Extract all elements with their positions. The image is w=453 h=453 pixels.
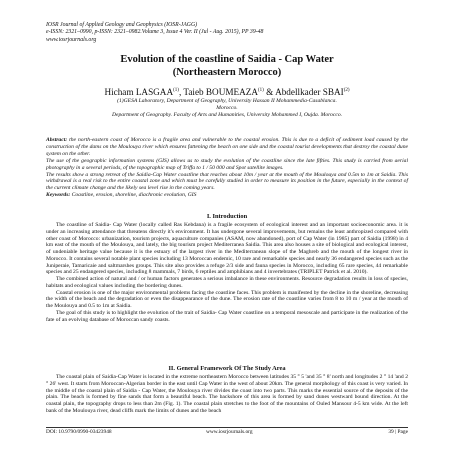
affiliations	[46, 98, 408, 119]
footer-site[interactable]: www.iosrjournals.org	[206, 429, 253, 435]
introduction-body	[46, 222, 408, 323]
intro-para-1: The coastline of Saidia- Cap Water (locally called Ras Kebdana) is a fragile ecosystem of ecological interest and an important socioeconomic area. it is under an increasing attendance that threatens directly it's environment. It has undergone several improvements, but remains the least anthropized compared with other coast of Morocco: urbanization, tourism projects, aquaculture companies (ASAM, now abandoned), port of Cap Water (in 1985) part of Saidia (1998) in 4 km east of the mouth of the Moulouya, and lately, the big tourism project Mediterranea Saidia. This area also houses a site of biological and ecological interest, of undeniable heritage value because it is the estuary of the largest river in the Mediterranean slope of the Maghreb and the mouth of the longest river in Morocco. It contains several notable plant species including 13 Moroccan endemic, 10 rare and remarkable species and nearly 36 endangered species such as the Juniperaie, Tamaricaie and saltmarshes groups. This site also provides a refuge 2/3 side and fauna species in Morocco, including 65 rare species, 44 remarkable species and 25 endangered species, including 8 mammals, 7 birds, 6 reptiles and amphibians and 4 invertebrates (TRIPLET Patrick et al. 2010).	[46, 222, 408, 276]
section-heading-framework: II. General Framework Of The Study Area	[168, 365, 286, 372]
author-2-mark: (1)	[258, 88, 264, 93]
author-3-mark: (2)	[343, 88, 350, 93]
keywords	[46, 192, 408, 199]
title-line-1: Evolution of the coastline of Saidia - Cap Water	[120, 54, 334, 65]
intro-para-4: The goal of this study is to highlight the evolution of the trait of Saidia- Cap Water coastline on a temporal mesoscale and participate in the realization of the fate of an evolving database of Moroccan sandy coasts.	[46, 309, 408, 323]
footer-page-number: 39 | Page	[388, 429, 408, 435]
journal-name: IOSR Journal of Applied Geology and Geophysics (IOSR-JAGG)	[46, 22, 198, 28]
abstract-text-1: the north-eastern coast of Morocco is a fragile area and vulnerable to the coastal erosion. This is due to a deficit of sediment load caused by the construction of the dams on the Moulouya river which ensures fattening the beach on one side and the coastal tourist developments that destroy the coastal dune system on the other.	[46, 137, 408, 157]
abstract-para-3: The results show a strong retreat of the Saidia-Cap Water coastline that reaches about 10m / year at the mouth of the Moulouya and 0.5m to 1m at Saidia. This withdrawal is a real risk to the entire coastal zone and which must be carefully studied in order to measure its position in the future, especially in the context of the current climate change and the likely sea level rise in the coming years.	[46, 171, 408, 192]
paper-title	[46, 54, 408, 79]
framework-para-1: The coastal plain of Saidia-Cap Water is located in the extreme northeastern Morocco between latitudes 35 ° 5 'and 35 ° 8' north and longitudes 2 ° 14 'and 2 ° 26' west. It starts from Moroccan-Algerian border in the east until Cap Water in the west of about 20km. The general morphology of this coast is very varied. In the middle of the coastal plain of Saidia - Cap Water, the Moulouya river divides the coast into two parts. This marks the essential source of the deposits of the plain. The beach is formed by fine sands that form a beautiful beach. The backshore of this area is formed by sand dunes westward bound direction. At the coastal plain, the topography drops to less than 2m (Fig. 1). The coastal plain stretches to the foot of the mountains of Ouled Mansour 4-5 km wide. At the left bank of the Moulouya river, dead cliffs mark the limits of dunes and the beach	[46, 374, 408, 414]
title-line-2: (Northeastern Morocco)	[172, 66, 282, 78]
abstract-para-1	[46, 137, 408, 158]
author-list	[46, 85, 408, 98]
affiliation-1: (1)GESA Laboratory, Department of Geography, University Hassan II Mohammedia-Casablanca.	[117, 98, 337, 104]
keywords-label: Keywords:	[46, 192, 71, 199]
author-1: Hicham LASGAA	[104, 87, 174, 98]
journal-header	[46, 22, 408, 44]
keywords-text: Coastline, erosion, shoreline, diachronic evolution, GIS	[70, 192, 197, 199]
footer-doi: DOI: 10.9790/0990-03423948	[46, 429, 112, 435]
affiliation-1-country: Morocco.	[216, 105, 238, 111]
journal-issn: e-ISSN: 2321–0990, p-ISSN: 2321–0982.Volume 3, Issue 4 Ver. II (Jul - Aug. 2015), PP 39-48	[46, 29, 264, 36]
author-2: , Taieb BOUMEAZA	[178, 87, 258, 98]
author-3: & Abdellkader SBAI	[263, 87, 344, 98]
abstract	[46, 137, 408, 199]
author-1-mark: (1)	[173, 88, 179, 93]
journal-url[interactable]: www.iosrjournals.org	[46, 36, 97, 43]
intro-para-2: The combined action of natural and / or human factors generates a serious imbalance in these environments. Resource degradation results in loss of species, habitats and ecological values including the bordering dunes.	[46, 276, 408, 289]
affiliation-2: Department of Geography. Faculty of Arts and Humanities, University Mohammed I, Oujda. Morocco.	[111, 112, 343, 118]
abstract-label: Abstract:	[46, 137, 68, 143]
intro-para-3: Coastal erosion is one of the major environmental problems facing the coastline faces. This problem is manifested by the decline in the shoreline, decreasing the width of the beach and the degradation or even the disappearance of the dune. The erosion rate of the coastline varies from 8 to 10 m / year at the mouth of the Moulouya and 0.5 to 1m at Saidia.	[46, 289, 408, 309]
page-footer	[46, 427, 408, 436]
abstract-para-2: The use of the geographic information systems (GIS) allows us to study the evolution of the coastline since the late fifties. This study is carried from aerial photography in a several periods, of the topographic map of Triffa to 1 / 50 000 and Spot satellite images.	[46, 157, 408, 171]
framework-body	[46, 374, 408, 415]
section-heading-introduction: I. Introduction	[206, 213, 248, 220]
